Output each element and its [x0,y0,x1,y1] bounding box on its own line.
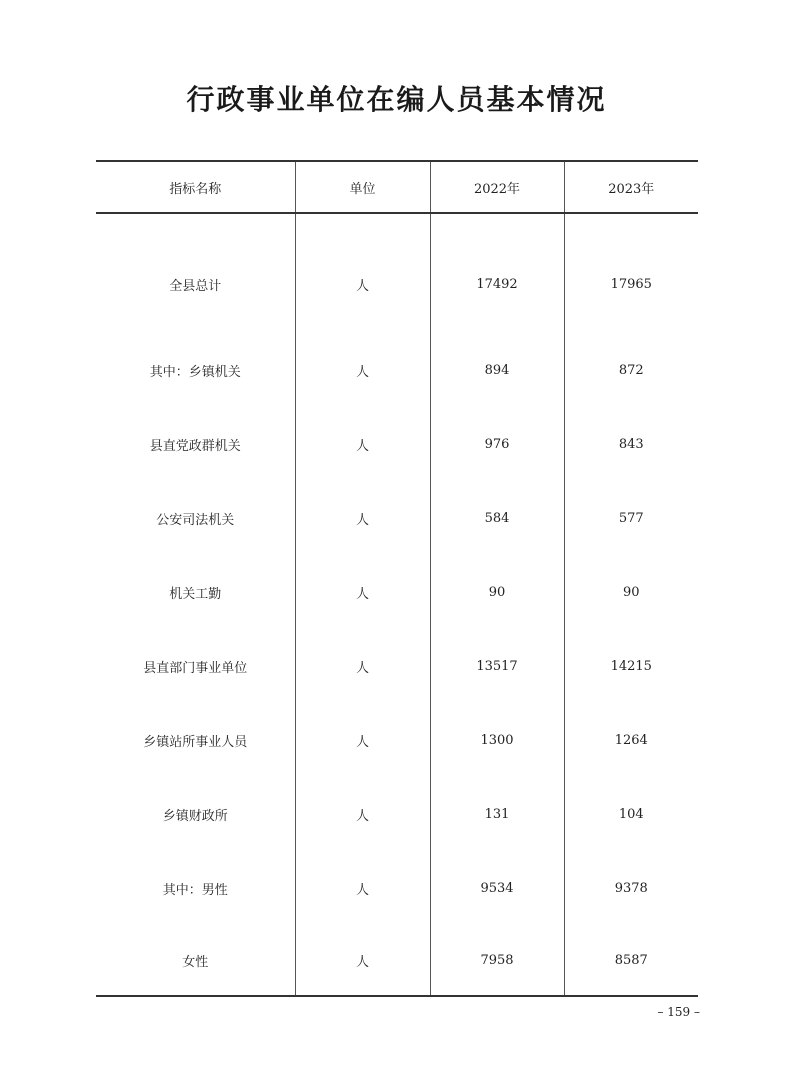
row-value-2022: 13517 [430,629,564,703]
row-value-2022: 17492 [430,213,564,333]
staffing-table [96,160,698,997]
row-label: 县直党政群机关 [149,438,241,454]
row-label: 县直部门事业单位 [143,660,248,676]
row-unit: 人 [295,629,430,703]
row-value-2023: 872 [564,333,698,407]
row-value-2022: 131 [430,777,564,851]
row-value-2022: 7958 [430,925,564,996]
row-unit: 人 [295,481,430,555]
header-unit: 单位 [295,161,430,213]
row-unit: 人 [295,703,430,777]
row-unit: 人 [295,777,430,851]
row-value-2022: 976 [430,407,564,481]
row-value-2023: 14215 [564,629,698,703]
row-value-2023: 9378 [564,851,698,925]
row-value-2022: 9534 [430,851,564,925]
table-row [96,407,698,481]
table-row [96,703,698,777]
row-value-2022: 894 [430,333,564,407]
row-value-2023: 577 [564,481,698,555]
row-value-2022: 90 [430,555,564,629]
header-indicator-name: 指标名称 [96,161,295,213]
row-value-2023: 843 [564,407,698,481]
row-value-2022: 1300 [430,703,564,777]
table-row [96,481,698,555]
table-header-row [96,161,698,213]
row-value-2023: 8587 [564,925,698,996]
table-row [96,851,698,925]
page-title: 行政事业单位在编人员基本情况 [186,83,607,116]
row-unit: 人 [295,213,430,333]
page-number: – 159 – [657,1005,700,1019]
row-label: 其中：男性 [162,882,228,898]
header-year-2023: 2023年 [564,161,698,213]
row-label: 公安司法机关 [156,512,235,528]
row-value-2023: 90 [564,555,698,629]
row-label: 乡镇站所事业人员 [143,734,248,750]
table-row [96,629,698,703]
row-unit: 人 [295,407,430,481]
row-value-2023: 1264 [564,703,698,777]
row-value-2023: 104 [564,777,698,851]
table-row [96,777,698,851]
row-label: 女性 [96,925,295,996]
table-row [96,925,698,996]
row-unit: 人 [295,925,430,996]
table-row [96,333,698,407]
row-label: 乡镇财政所 [162,808,228,824]
row-label: 机关工勤 [169,586,222,602]
row-unit: 人 [295,555,430,629]
row-unit: 人 [295,851,430,925]
row-label: 其中：乡镇机关 [149,364,241,380]
header-year-2022: 2022年 [430,161,564,213]
table-row [96,213,698,333]
row-unit: 人 [295,333,430,407]
row-value-2022: 584 [430,481,564,555]
row-label: 全县总计 [169,279,222,294]
table-row [96,555,698,629]
row-value-2023: 17965 [564,213,698,333]
